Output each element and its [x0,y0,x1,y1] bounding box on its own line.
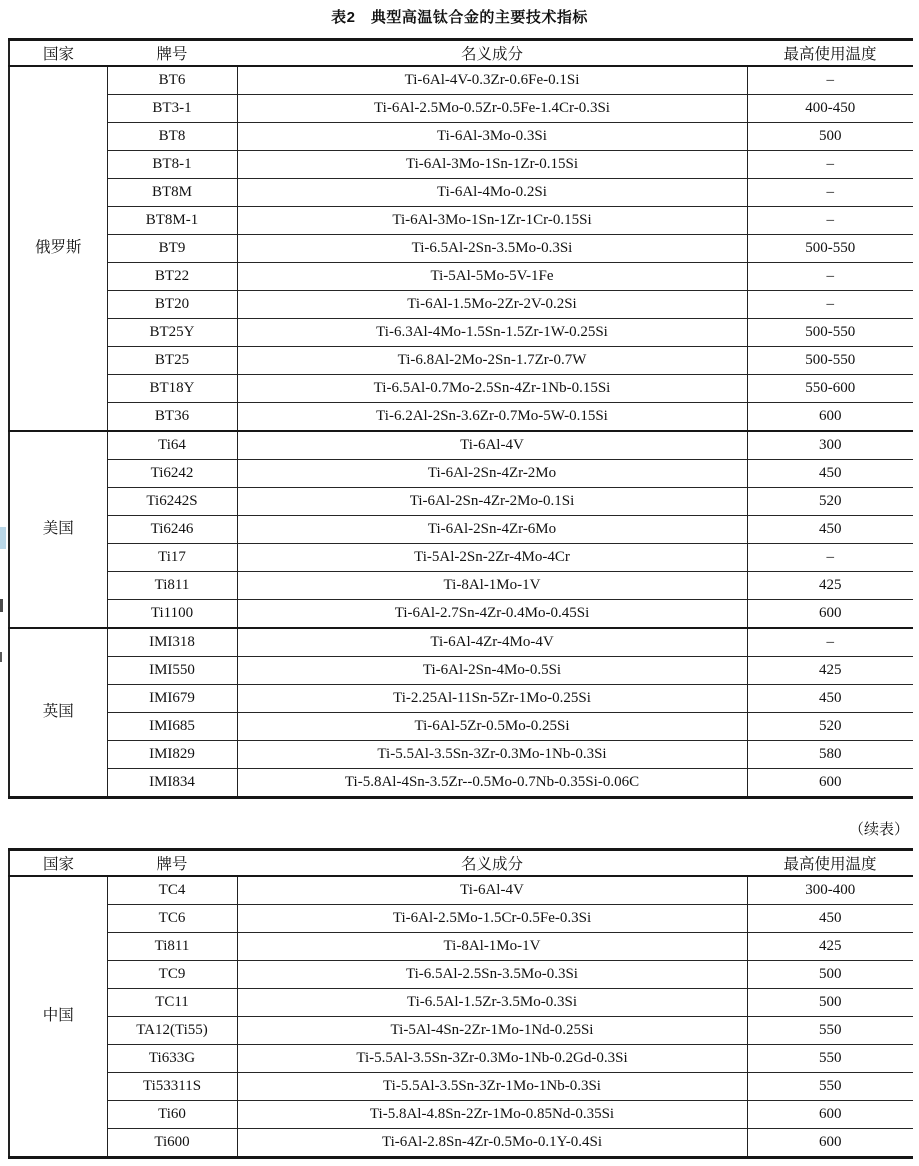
scan-artifact [0,527,6,549]
grade-cell: IMI679 [107,685,237,713]
grade-cell: BT6 [107,66,237,95]
composition-cell: Ti-6Al-4Mo-0.2Si [237,179,747,207]
composition-cell: Ti-6Al-5Zr-0.5Mo-0.25Si [237,713,747,741]
table-row [9,961,913,989]
composition-cell: Ti-6Al-3Mo-0.3Si [237,123,747,151]
grade-cell: IMI685 [107,713,237,741]
temperature-cell: – [747,66,913,95]
composition-cell: Ti-5Al-2Sn-2Zr-4Mo-4Cr [237,544,747,572]
composition-cell: Ti-6.3Al-4Mo-1.5Sn-1.5Zr-1W-0.25Si [237,319,747,347]
grade-cell: IMI318 [107,628,237,657]
column-header: 牌号 [107,40,237,67]
composition-cell: Ti-8Al-1Mo-1V [237,933,747,961]
column-header: 牌号 [107,850,237,877]
composition-cell: Ti-6.2Al-2Sn-3.6Zr-0.7Mo-5W-0.15Si [237,403,747,432]
composition-cell: Ti-6Al-4V [237,431,747,460]
temperature-cell: 550 [747,1073,913,1101]
table-row [9,628,913,657]
table-row [9,685,913,713]
grade-cell: TC6 [107,905,237,933]
table-row [9,657,913,685]
temperature-cell: 500 [747,961,913,989]
temperature-cell: 550 [747,1017,913,1045]
table-row [9,263,913,291]
country-cell: 俄罗斯 [9,66,107,431]
table-row [9,713,913,741]
header-row [9,850,913,877]
grade-cell: BT8M [107,179,237,207]
grade-cell: BT25Y [107,319,237,347]
alloy-table-continued [8,848,913,1159]
grade-cell: BT8-1 [107,151,237,179]
country-cell: 美国 [9,431,107,628]
temperature-cell: 550 [747,1045,913,1073]
temperature-cell: – [747,179,913,207]
table-row [9,1101,913,1129]
table-row [9,1129,913,1158]
table-row [9,403,913,432]
temperature-cell: 600 [747,1101,913,1129]
temperature-cell: – [747,151,913,179]
grade-cell: BT25 [107,347,237,375]
grade-cell: Ti633G [107,1045,237,1073]
continued-table-label: （续表） [848,822,909,838]
composition-cell: Ti-6.5Al-1.5Zr-3.5Mo-0.3Si [237,989,747,1017]
composition-cell: Ti-6Al-3Mo-1Sn-1Zr-1Cr-0.15Si [237,207,747,235]
table-row [9,207,913,235]
temperature-cell: 550-600 [747,375,913,403]
composition-cell: Ti-5.8Al-4Sn-3.5Zr--0.5Mo-0.7Nb-0.35Si-0.06C [237,769,747,798]
table-row [9,544,913,572]
table-row [9,1045,913,1073]
grade-cell: Ti53311S [107,1073,237,1101]
temperature-cell: 400-450 [747,95,913,123]
table-row [9,95,913,123]
composition-cell: Ti-5Al-4Sn-2Zr-1Mo-1Nd-0.25Si [237,1017,747,1045]
composition-cell: Ti-6Al-4Zr-4Mo-4V [237,628,747,657]
grade-cell: BT9 [107,235,237,263]
column-header: 国家 [9,40,107,67]
composition-cell: Ti-6.5Al-2.5Sn-3.5Mo-0.3Si [237,961,747,989]
composition-cell: Ti-2.25Al-11Sn-5Zr-1Mo-0.25Si [237,685,747,713]
composition-cell: Ti-6Al-2.5Mo-1.5Cr-0.5Fe-0.3Si [237,905,747,933]
table-row [9,319,913,347]
temperature-cell: 580 [747,741,913,769]
temperature-cell: 500-550 [747,235,913,263]
table-row [9,66,913,95]
grade-cell: BT3-1 [107,95,237,123]
grade-cell: IMI834 [107,769,237,798]
composition-cell: Ti-6Al-3Mo-1Sn-1Zr-0.15Si [237,151,747,179]
table-row [9,741,913,769]
temperature-cell: 300-400 [747,876,913,905]
grade-cell: TA12(Ti55) [107,1017,237,1045]
temperature-cell: – [747,628,913,657]
temperature-cell: 425 [747,657,913,685]
composition-cell: Ti-6Al-4V-0.3Zr-0.6Fe-0.1Si [237,66,747,95]
temperature-cell: 600 [747,1129,913,1158]
table-row [9,989,913,1017]
temperature-cell: – [747,263,913,291]
column-header: 名义成分 [237,850,747,877]
header-row [9,40,913,67]
composition-cell: Ti-6Al-2.8Sn-4Zr-0.5Mo-0.1Y-0.4Si [237,1129,747,1158]
grade-cell: Ti811 [107,933,237,961]
temperature-cell: – [747,207,913,235]
column-header: 最高使用温度 [747,850,913,877]
column-header: 国家 [9,850,107,877]
temperature-cell: 600 [747,600,913,629]
scan-artifact [0,599,3,612]
temperature-cell: 425 [747,933,913,961]
composition-cell: Ti-6.5Al-0.7Mo-2.5Sn-4Zr-1Nb-0.15Si [237,375,747,403]
table-row [9,488,913,516]
grade-cell: TC11 [107,989,237,1017]
composition-cell: Ti-6Al-1.5Mo-2Zr-2V-0.2Si [237,291,747,319]
table-row [9,600,913,629]
grade-cell: Ti6246 [107,516,237,544]
table-row [9,375,913,403]
temperature-cell: 520 [747,713,913,741]
composition-cell: Ti-6Al-2Sn-4Zr-2Mo-0.1Si [237,488,747,516]
temperature-cell: 500 [747,989,913,1017]
temperature-cell: 500 [747,123,913,151]
grade-cell: TC9 [107,961,237,989]
table-row [9,235,913,263]
grade-cell: BT8 [107,123,237,151]
composition-cell: Ti-6Al-2.7Sn-4Zr-0.4Mo-0.45Si [237,600,747,629]
composition-cell: Ti-5Al-5Mo-5V-1Fe [237,263,747,291]
grade-cell: Ti64 [107,431,237,460]
grade-cell: Ti6242S [107,488,237,516]
table-row [9,1017,913,1045]
country-cell: 中国 [9,876,107,1158]
table-row [9,876,913,905]
grade-cell: IMI829 [107,741,237,769]
temperature-cell: 520 [747,488,913,516]
temperature-cell: 300 [747,431,913,460]
temperature-cell: 450 [747,460,913,488]
composition-cell: Ti-6Al-2Sn-4Zr-6Mo [237,516,747,544]
table-row [9,1073,913,1101]
composition-cell: Ti-6.8Al-2Mo-2Sn-1.7Zr-0.7W [237,347,747,375]
grade-cell: Ti1100 [107,600,237,629]
grade-cell: BT36 [107,403,237,432]
composition-cell: Ti-6.5Al-2Sn-3.5Mo-0.3Si [237,235,747,263]
column-header: 最高使用温度 [747,40,913,67]
temperature-cell: 600 [747,769,913,798]
temperature-cell: 600 [747,403,913,432]
composition-cell: Ti-5.5Al-3.5Sn-3Zr-0.3Mo-1Nb-0.2Gd-0.3Si [237,1045,747,1073]
table-row [9,905,913,933]
composition-cell: Ti-6Al-4V [237,876,747,905]
temperature-cell: 450 [747,516,913,544]
table-row [9,291,913,319]
composition-cell: Ti-6Al-2Sn-4Zr-2Mo [237,460,747,488]
table-row [9,347,913,375]
table-row [9,769,913,798]
column-header: 名义成分 [237,40,747,67]
temperature-cell: – [747,544,913,572]
grade-cell: Ti811 [107,572,237,600]
composition-cell: Ti-5.8Al-4.8Sn-2Zr-1Mo-0.85Nd-0.35Si [237,1101,747,1129]
grade-cell: Ti60 [107,1101,237,1129]
grade-cell: BT20 [107,291,237,319]
table-row [9,123,913,151]
composition-cell: Ti-6Al-2Sn-4Mo-0.5Si [237,657,747,685]
alloy-table-main [8,38,913,799]
country-cell: 英国 [9,628,107,798]
table-row [9,431,913,460]
grade-cell: BT8M-1 [107,207,237,235]
composition-cell: Ti-5.5Al-3.5Sn-3Zr-0.3Mo-1Nb-0.3Si [237,741,747,769]
table-row [9,516,913,544]
grade-cell: IMI550 [107,657,237,685]
grade-cell: TC4 [107,876,237,905]
temperature-cell: 450 [747,905,913,933]
composition-cell: Ti-6Al-2.5Mo-0.5Zr-0.5Fe-1.4Cr-0.3Si [237,95,747,123]
temperature-cell: 500-550 [747,319,913,347]
scan-artifact [0,652,2,662]
table-title: 表2 典型高温钛合金的主要技术指标 [331,9,588,26]
table-row [9,179,913,207]
composition-cell: Ti-5.5Al-3.5Sn-3Zr-1Mo-1Nb-0.3Si [237,1073,747,1101]
table-row [9,151,913,179]
grade-cell: Ti17 [107,544,237,572]
temperature-cell: 500-550 [747,347,913,375]
temperature-cell: 425 [747,572,913,600]
grade-cell: BT22 [107,263,237,291]
grade-cell: BT18Y [107,375,237,403]
temperature-cell: – [747,291,913,319]
table-row [9,460,913,488]
table-row [9,572,913,600]
table-row [9,933,913,961]
grade-cell: Ti6242 [107,460,237,488]
grade-cell: Ti600 [107,1129,237,1158]
composition-cell: Ti-8Al-1Mo-1V [237,572,747,600]
temperature-cell: 450 [747,685,913,713]
